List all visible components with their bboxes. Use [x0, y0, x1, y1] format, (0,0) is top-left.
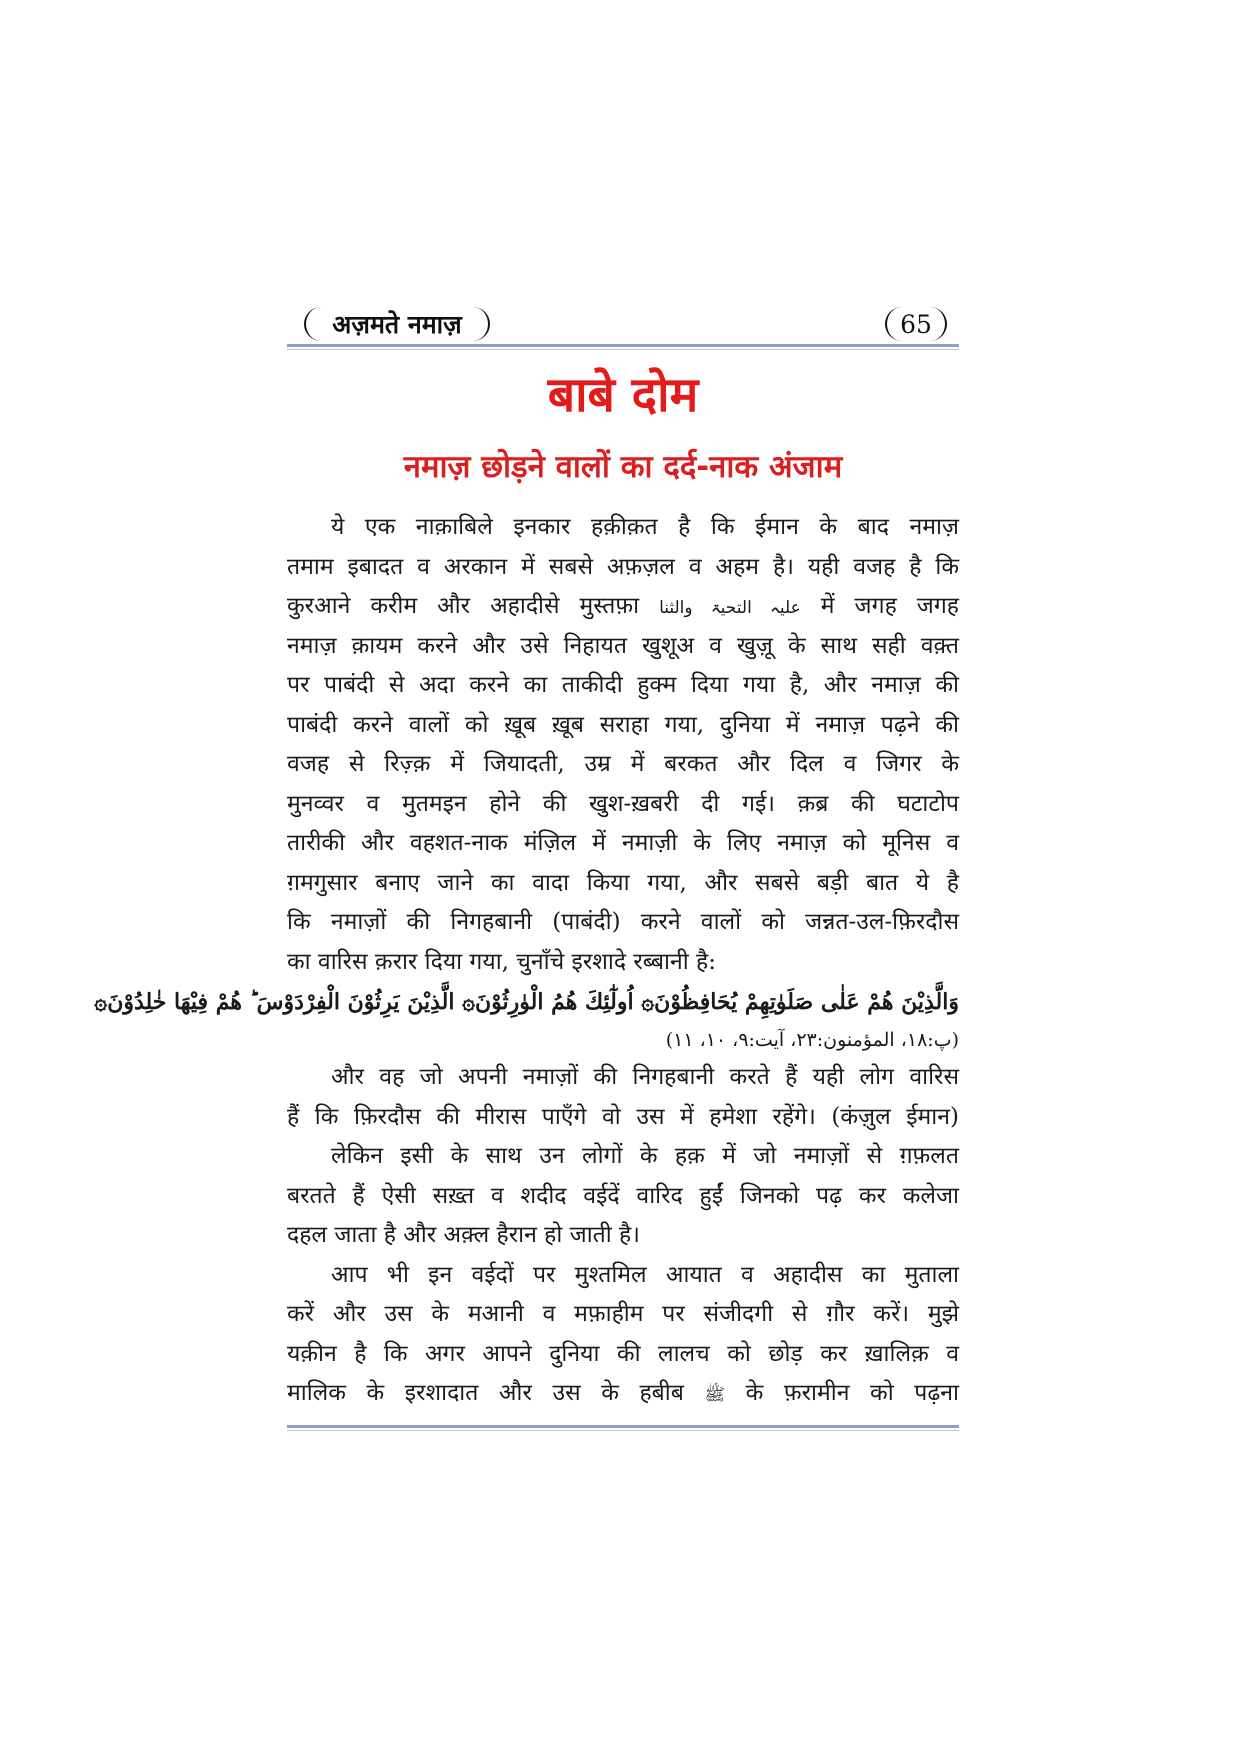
header-rule: [287, 344, 959, 347]
footer-rule-thin: [287, 1430, 959, 1431]
text-line: करें और उस के मआनी व मफ़ाहीम पर संजीदगी से ग़ौर करें। मुझे: [287, 1301, 959, 1327]
page-number: 65: [885, 307, 947, 341]
quran-verse: وَالَّذِيْنَ هُمْ عَلٰى صَلَوٰتِهِمْ يُحَافِظُوْنَ۞ اُولٰٓئِكَ هُمُ الْوٰرِثُوْنَ۞ الَّذِيْنَ يَرِثُوْنَ الْفِرْدَوْسَ ؕ هُمْ فِيْهَا خٰلِدُوْنَ۞: [94, 989, 959, 1015]
text-line: पर पाबंदी से अदा करने का ताकीदी हुक्म दिया गया है, और नमाज़ की: [287, 672, 959, 698]
text-line: ग़मगुसार बनाए जाने का वादा किया गया, और सबसे बड़ी बात ये है: [287, 869, 959, 896]
text-line: यक़ीन है कि अगर आपने दुनिया की लालच को छोड़ कर ख़ालिक़ व: [287, 1340, 959, 1367]
text-line: तमाम इबादत व अरकान में सबसे अफ़ज़ल व अहम है। यही वजह है कि: [287, 553, 959, 580]
page-body: [94, 508, 960, 1414]
text-fragment: में जगह जगह: [820, 593, 960, 619]
text-line: का वारिस क़रार दिया गया, चुनाँचे इरशादे रब्बानी है:: [287, 948, 716, 975]
text-fragment: के फ़रामीन को पढ़ना: [745, 1380, 960, 1406]
text-line: कि नमाज़ों की निगहबानी (पाबंदी) करने वालों को जन्नत-उल-फ़िरदौस: [287, 909, 959, 935]
text-line: मुनव्वर व मुतमइन होने की खुश-ख़बरी दी गई। क़ब्र की घटाटोप: [287, 790, 959, 817]
text-line: वजह से रिज़्क़ में जियादती, उम्र में बरकत और दिल व जिगर के: [287, 751, 959, 777]
text-line: हैं कि फ़िरदौस की मीरास पाएँगे वो उस में हमेशा रहेंगे। (कंज़ुल ईमान): [287, 1103, 959, 1130]
text-line: और वह जो अपनी नमाज़ों की निगहबानी करते हैं यही लोग वारिस: [331, 1064, 959, 1090]
text-line: पाबंदी करने वालों को ख़ूब ख़ूब सराहा गया, दुनिया में नमाज़ पढ़ने की: [287, 711, 959, 738]
text-line: बरतते हैं ऐसी सख़्त व शदीद वईदें वारिद हुईं जिनको पढ़ कर कलेजा: [287, 1182, 959, 1209]
text-line: आप भी इन वईदों पर मुश्तमिल आयात व अहादीस का मुताला: [331, 1261, 959, 1288]
text-line: [287, 587, 959, 627]
text-line: लेकिन इसी के साथ उन लोगों के हक़ में जो नमाज़ों से ग़फ़लत: [331, 1143, 959, 1169]
text-line: दहल जाता है और अक़्ल हैरान हो जाती है।: [287, 1222, 640, 1248]
quran-reference: (پ:۱۸، المؤمنون:۲۳، آیت:۹، ۱۰، ۱۱): [665, 1029, 959, 1051]
running-header: [287, 303, 959, 347]
text-line: ये एक नाक़ाबिले इनकार हक़ीक़त है कि ईमान के बाद नमाज़: [331, 514, 959, 540]
section-subtitle: नमाज़ छोड़ने वालों का दर्द-नाक अंजाम: [403, 449, 843, 485]
footer-rule: [287, 1425, 959, 1428]
salutation-glyph: ﷺ: [704, 1385, 726, 1405]
text-line: तारीकी और वहशत-नाक मंज़िल में नमाज़ी के लिए नमाज़ को मूनिस व: [287, 830, 959, 856]
chapter-title: बाबे दोम: [547, 367, 699, 423]
book-title: अज़मते नमाज़: [304, 307, 490, 341]
text-line: नमाज़ क़ायम करने और उसे निहायत खुशूअ व खुज़ू के साथ सही वक़्त: [287, 632, 959, 659]
text-line: [287, 1374, 959, 1414]
text-fragment: कुरआने करीम और अहादीसे मुस्तफ़ा: [287, 593, 640, 619]
text-fragment: मालिक के इरशादात और उस के हबीब: [287, 1380, 684, 1406]
arabic-honorific: علیہ التحیۃ والثنا: [659, 598, 801, 618]
header-rule-thin: [287, 349, 959, 350]
